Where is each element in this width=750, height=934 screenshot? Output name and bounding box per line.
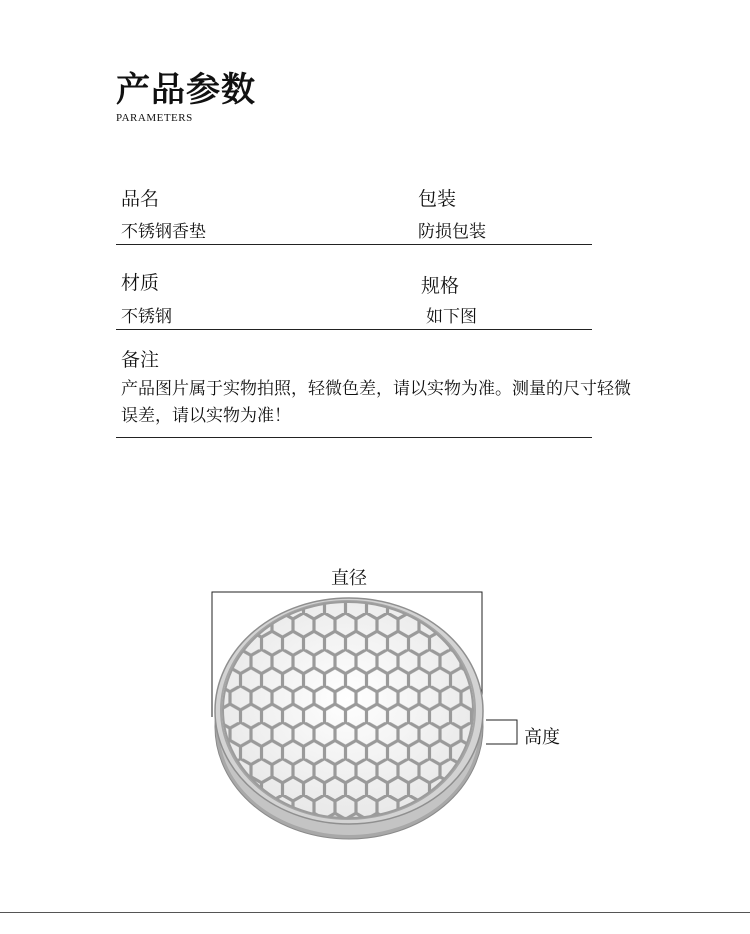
pack-value: 防损包装 (418, 222, 486, 242)
material-value: 不锈钢 (121, 307, 172, 327)
product-image (0, 555, 750, 855)
divider (116, 437, 592, 438)
page-title: 产品参数 (116, 70, 256, 110)
pack-label: 包装 (418, 188, 457, 210)
page-subtitle: PARAMETERS (116, 112, 193, 124)
note-text: 产品图片属于实物拍照，轻微色差，请以实物为准。测量的尺寸轻微误差，请以实物为准！ (121, 379, 631, 426)
diameter-label: 直径 (331, 568, 367, 589)
spec-value: 如下图 (426, 307, 477, 327)
name-value: 不锈钢香垫 (121, 222, 206, 242)
divider (116, 244, 592, 245)
product-figure (0, 555, 750, 855)
height-label: 高度 (524, 727, 560, 748)
note-label: 备注 (121, 349, 160, 371)
name-label: 品名 (121, 188, 160, 210)
spec-label: 规格 (421, 275, 460, 297)
divider (116, 329, 592, 330)
material-label: 材质 (121, 272, 160, 294)
bottom-divider (0, 912, 750, 913)
